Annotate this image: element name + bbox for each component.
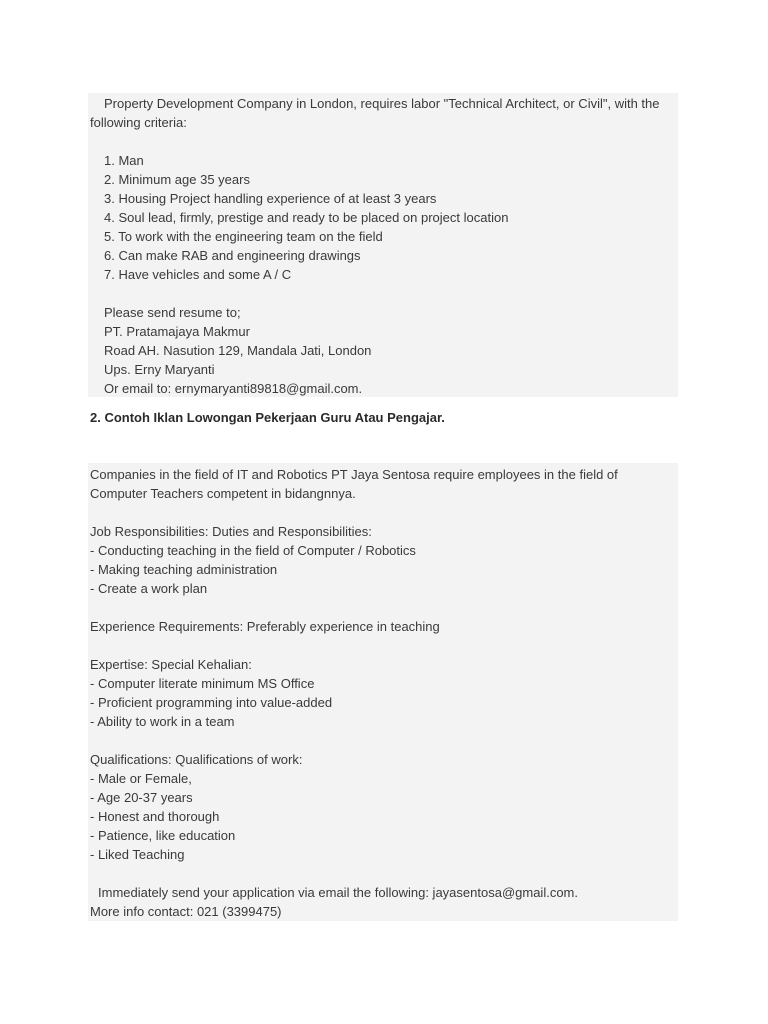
responsibilities-title: Job Responsibilities: Duties and Responsibilities: xyxy=(90,524,372,539)
qualification-item: - Liked Teaching xyxy=(90,847,185,862)
criteria-item: 5. To work with the engineering team on the field xyxy=(104,229,383,244)
ad2-intro-line-2: Computer Teachers competent in bidangnnya. xyxy=(90,486,356,501)
responsibility-item: - Create a work plan xyxy=(90,581,208,596)
contact-line: Please send resume to; xyxy=(104,305,241,320)
apply-email-line: Immediately send your application via email the following: jayasentosa@gmail.com. xyxy=(98,885,578,900)
info-contact-line: More info contact: 021 (3399475) xyxy=(90,904,282,919)
responsibility-item: - Conducting teaching in the field of Computer / Robotics xyxy=(90,543,416,558)
contact-line: Ups. Erny Maryanti xyxy=(104,362,215,377)
qualification-item: - Age 20-37 years xyxy=(90,790,193,805)
qualification-item: - Male or Female, xyxy=(90,771,192,786)
criteria-item: 7. Have vehicles and some A / C xyxy=(104,267,292,282)
criteria-item: 6. Can make RAB and engineering drawings xyxy=(104,248,361,263)
criteria-item: 4. Soul lead, firmly, prestige and ready to be placed on project location xyxy=(104,210,509,225)
expertise-item: - Computer literate minimum MS Office xyxy=(90,676,315,691)
qualification-item: - Patience, like education xyxy=(90,828,236,843)
criteria-item: 3. Housing Project handling experience of at least 3 years xyxy=(104,191,437,206)
job-ad-technical-architect xyxy=(88,93,678,397)
ad1-intro-line-1: Property Development Company in London, requires labor "Technical Architect, or Civil", with the xyxy=(104,96,660,111)
criteria-item: 2. Minimum age 35 years xyxy=(104,172,250,187)
expertise-title: Expertise: Special Kehalian: xyxy=(90,657,252,672)
job-ad-computer-teacher xyxy=(88,463,678,921)
contact-line: Road AH. Nasution 129, Mandala Jati, London xyxy=(104,343,372,358)
section-heading: 2. Contoh Iklan Lowongan Pekerjaan Guru Atau Pengajar. xyxy=(90,410,445,425)
ad2-intro-line-1: Companies in the field of IT and Robotics PT Jaya Sentosa require employees in the field of xyxy=(90,467,618,482)
expertise-item: - Proficient programming into value-added xyxy=(90,695,333,710)
experience-requirements: Experience Requirements: Preferably experience in teaching xyxy=(90,619,440,634)
responsibility-item: - Making teaching administration xyxy=(90,562,278,577)
contact-line: PT. Pratamajaya Makmur xyxy=(104,324,250,339)
criteria-item: 1. Man xyxy=(104,153,144,168)
expertise-item: - Ability to work in a team xyxy=(90,714,235,729)
ad1-intro-line-2: following criteria: xyxy=(90,115,187,130)
contact-email-line: Or email to: ernymaryanti89818@gmail.com. xyxy=(104,381,363,396)
qualification-item: - Honest and thorough xyxy=(90,809,220,824)
qualifications-title: Qualifications: Qualifications of work: xyxy=(90,752,303,767)
